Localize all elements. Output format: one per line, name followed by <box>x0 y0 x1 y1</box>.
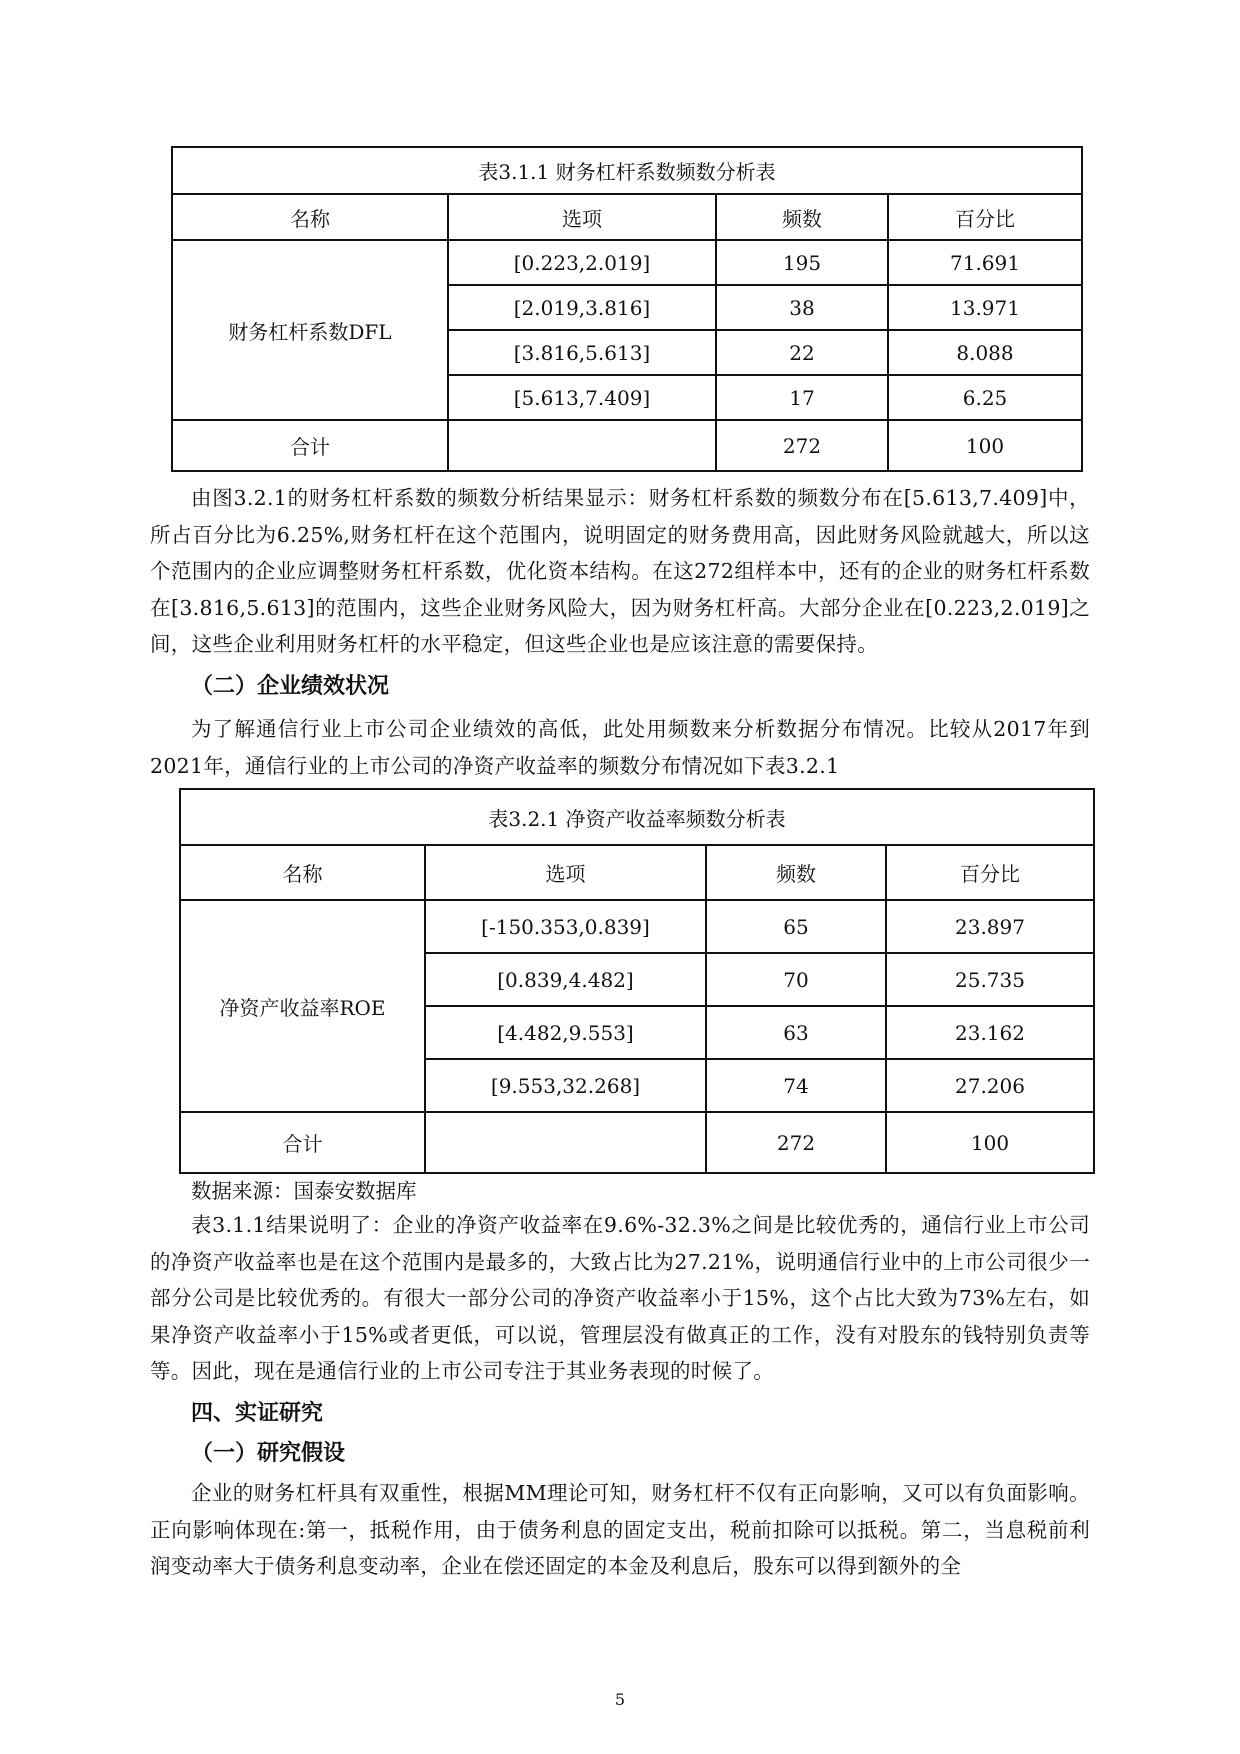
percent-cell: 23.162 <box>886 1006 1094 1059</box>
option-cell: [5.613,7.409] <box>448 375 716 420</box>
frequency-cell: 22 <box>716 330 888 375</box>
option-cell: [0.839,4.482] <box>425 953 706 1006</box>
table-row <box>172 240 1082 285</box>
header-name: 名称 <box>180 845 425 900</box>
total-frequency: 272 <box>716 420 888 471</box>
option-cell: [4.482,9.553] <box>425 1006 706 1059</box>
data-source-note: 数据来源：国泰安数据库 <box>191 1179 417 1203</box>
header-option: 选项 <box>448 194 716 240</box>
frequency-cell: 17 <box>716 375 888 420</box>
paragraph-dfl-analysis: 由图3.2.1的财务杠杆系数的频数分析结果显示：财务杠杆系数的频数分布在[5.613,7.409]中，所占百分比为6.25%,财务杠杆在这个范围内，说明固定的财务费用高，因此财务风险就越大，所以这个范围内的企业应调整财务杠杆系数，优化资本结构。在这272组样本中，还有的企业的财务杠杆系数在[3.816,5.613]的范围内，这些企业财务风险大，因为财务杠杆高。大部分企业在[0.223,2.019]之间，这些企业利用财务杠杆的水平稳定，但这些企业也是应该注意的需要保持。 <box>150 486 1090 656</box>
total-percent: 100 <box>888 420 1082 471</box>
paragraph-hypothesis: 企业的财务杠杆具有双重性，根据MM理论可知，财务杠杆不仅有正向影响，又可以有负面影响。正向影响体现在:第一，抵税作用，由于债务利息的固定支出，税前扣除可以抵税。第二，当息税前利润变动率大于债务利息变动率，企业在偿还固定的本金及利息后，股东可以得到额外的全 <box>150 1481 1090 1578</box>
percent-cell: 27.206 <box>886 1059 1094 1112</box>
section-heading-empirical: 四、实证研究 <box>191 1401 324 1426</box>
frequency-cell: 63 <box>706 1006 886 1059</box>
total-option <box>448 420 716 471</box>
page-number: 5 <box>614 1690 626 1709</box>
table-caption: 表3.2.1 净资产收益率频数分析表 <box>180 789 1094 845</box>
total-option <box>425 1112 706 1173</box>
percent-cell: 23.897 <box>886 900 1094 953</box>
option-cell: [9.553,32.268] <box>425 1059 706 1112</box>
header-option: 选项 <box>425 845 706 900</box>
header-percent: 百分比 <box>886 845 1094 900</box>
total-label: 合计 <box>172 420 448 471</box>
percent-cell: 8.088 <box>888 330 1082 375</box>
frequency-cell: 38 <box>716 285 888 330</box>
dfl-frequency-table <box>171 146 1083 472</box>
frequency-cell: 74 <box>706 1059 886 1112</box>
section-heading-hypothesis: （一）研究假设 <box>191 1441 346 1466</box>
header-name: 名称 <box>172 194 448 240</box>
total-frequency: 272 <box>706 1112 886 1173</box>
roe-frequency-table <box>179 788 1095 1174</box>
table-row <box>180 900 1094 953</box>
percent-cell: 71.691 <box>888 240 1082 285</box>
paragraph-roe-analysis: 表3.1.1结果说明了：企业的净资产收益率在9.6%-32.3%之间是比较优秀的，通信行业上市公司的净资产收益率也是在这个范围内是最多的，大致占比为27.21%，说明通信行业中的上市公司很少一部分公司是比较优秀的。有很大一部分公司的净资产收益率小于15%，这个占比大致为73%左右，如果净资产收益率小于15%或者更低，可以说，管理层没有做真正的工作，没有对股东的钱特别负责等等。因此，现在是通信行业的上市公司专注于其业务表现的时候了。 <box>150 1213 1090 1383</box>
percent-cell: 6.25 <box>888 375 1082 420</box>
total-row <box>180 1112 1094 1173</box>
variable-name: 财务杠杆系数DFL <box>172 240 448 420</box>
option-cell: [3.816,5.613] <box>448 330 716 375</box>
percent-cell: 13.971 <box>888 285 1082 330</box>
table-caption: 表3.1.1 财务杠杆系数频数分析表 <box>172 147 1082 194</box>
option-cell: [0.223,2.019] <box>448 240 716 285</box>
paragraph-roe-intro: 为了解通信行业上市公司企业绩效的高低，此处用频数来分析数据分布情况。比较从2017年到2021年，通信行业的上市公司的净资产收益率的频数分布情况如下表3.2.1 <box>150 717 1090 778</box>
total-percent: 100 <box>886 1112 1094 1173</box>
frequency-cell: 70 <box>706 953 886 1006</box>
frequency-cell: 65 <box>706 900 886 953</box>
frequency-cell: 195 <box>716 240 888 285</box>
total-row <box>172 420 1082 471</box>
percent-cell: 25.735 <box>886 953 1094 1006</box>
variable-name: 净资产收益率ROE <box>180 900 425 1112</box>
section-heading-performance: （二）企业绩效状况 <box>191 674 390 699</box>
header-frequency: 频数 <box>706 845 886 900</box>
total-label: 合计 <box>180 1112 425 1173</box>
header-percent: 百分比 <box>888 194 1082 240</box>
header-frequency: 频数 <box>716 194 888 240</box>
option-cell: [-150.353,0.839] <box>425 900 706 953</box>
option-cell: [2.019,3.816] <box>448 285 716 330</box>
